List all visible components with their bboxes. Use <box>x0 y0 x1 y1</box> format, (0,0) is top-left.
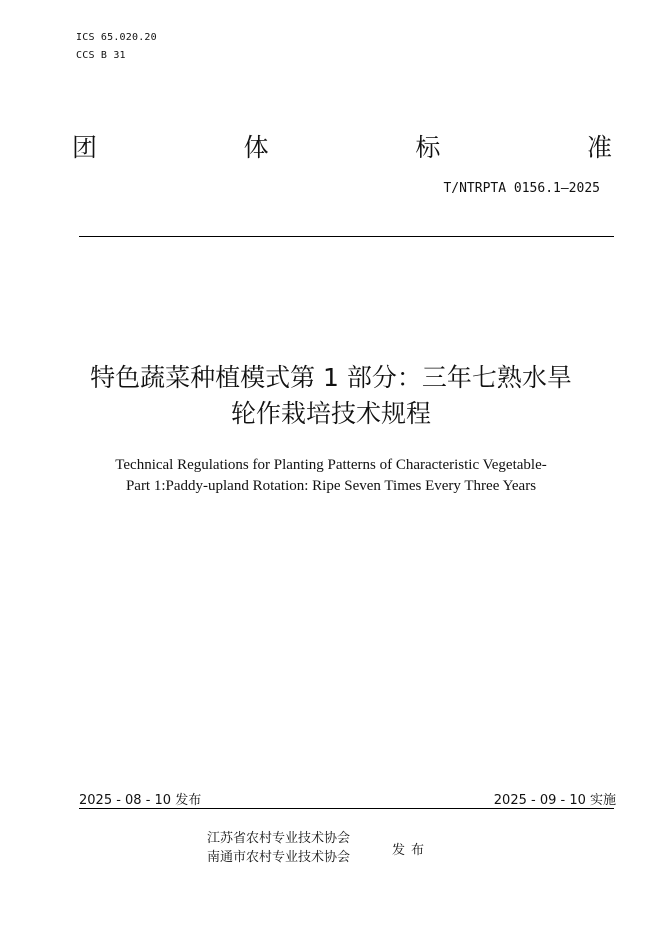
standard-type-char: 准 <box>586 133 612 162</box>
publish-label: 发布 <box>392 843 431 858</box>
top-divider <box>79 236 614 237</box>
english-title <box>40 455 622 497</box>
publisher-name: 南通市农村专业技术协会 <box>207 850 351 865</box>
chinese-title-line-2: 轮作栽培技术规程 <box>230 399 431 428</box>
english-title-line-2: Part 1:Paddy-upland Rotation: Ripe Seven Times Every Three Years <box>125 478 537 494</box>
chinese-title <box>30 360 632 432</box>
bottom-divider <box>79 808 614 809</box>
standard-type-char: 团 <box>72 133 98 162</box>
standard-type-char: 体 <box>243 133 269 162</box>
standard-type-heading <box>72 128 612 164</box>
publisher-list <box>207 829 350 867</box>
standard-number: T/NTRPTA 0156.1—2025 <box>443 181 600 196</box>
issue-date: 2025 - 08 - 10 发布 <box>79 793 202 808</box>
publisher-name: 江苏省农村专业技术协会 <box>207 831 351 846</box>
implementation-date: 2025 - 09 - 10 实施 <box>493 793 616 808</box>
chinese-title-line-1: 特色蔬菜种植模式第 1 部分：三年七熟水旱 <box>90 363 572 392</box>
ccs-code: CCS B 31 <box>76 50 126 61</box>
english-title-line-1: Technical Regulations for Planting Patterns of Characteristic Vegetable- <box>115 457 547 473</box>
ics-code: ICS 65.020.20 <box>76 32 157 43</box>
standard-type-char: 标 <box>415 133 441 162</box>
